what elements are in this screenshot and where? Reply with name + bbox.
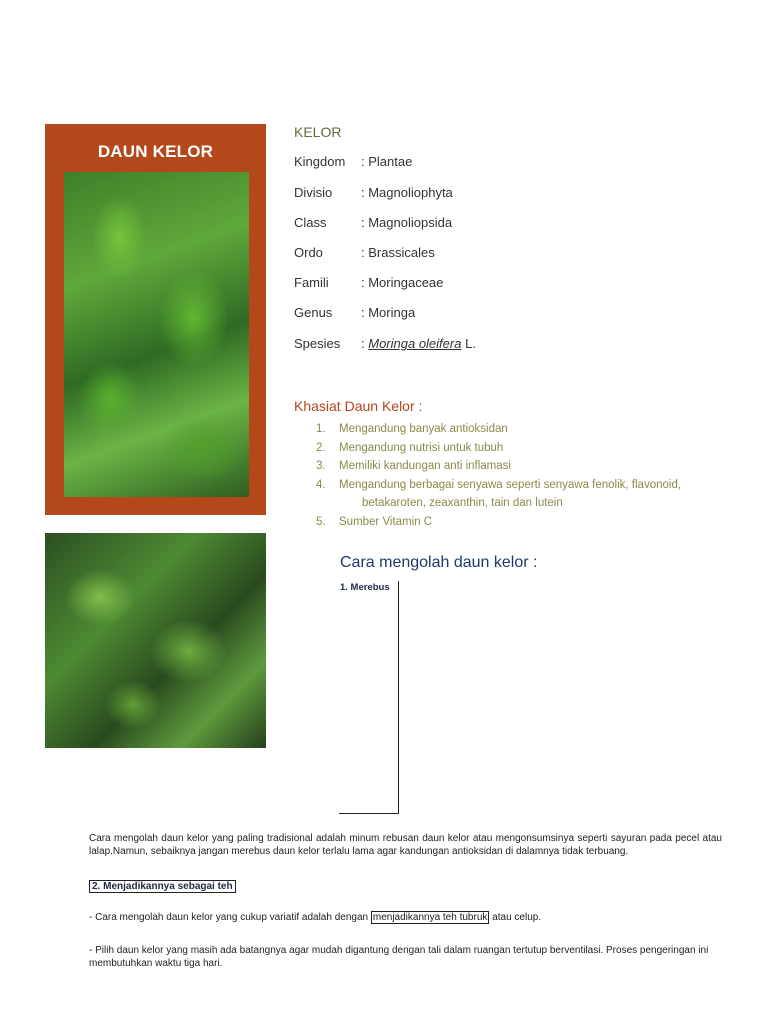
benefit-text: Memiliki kandungan anti inflamasi (339, 460, 511, 472)
benefit-item (316, 442, 503, 454)
benefit-text: Mengandung nutrisi untuk tubuh (339, 442, 504, 454)
taxonomy-row-class (294, 215, 452, 230)
species-scientific-name: Moringa oleifera (368, 336, 462, 351)
teh-tubruk-highlight: menjadikannya teh tubruk (372, 912, 488, 923)
benefit-number: 2. (316, 442, 326, 454)
moringa-leaves-photo (64, 172, 249, 497)
benefits-heading: Khasiat Daun Kelor : (294, 398, 423, 414)
taxonomy-value: : Magnoliopsida (361, 215, 453, 230)
benefit-text: Mengandung banyak antioksidan (339, 423, 508, 435)
benefit-item (316, 460, 511, 472)
taxonomy-value: : Brassicales (361, 245, 435, 260)
benefit-item (316, 516, 432, 528)
taxonomy-heading: KELOR (294, 124, 342, 140)
taxonomy-label: Spesies (294, 336, 341, 351)
cara-heading: Cara mengolah daun kelor : (340, 554, 538, 571)
taxonomy-value: : Plantae (361, 154, 413, 169)
benefit-number: 3. (316, 460, 326, 472)
taxonomy-label: Genus (294, 305, 333, 320)
moringa-branch-photo (45, 533, 266, 748)
benefit-number: 1. (316, 423, 326, 435)
benefit-item-continuation: betakaroten, zeaxanthin, tain dan lutein (362, 497, 563, 509)
taxonomy-row-spesies (294, 336, 476, 351)
step1-box (339, 581, 399, 814)
benefit-item (316, 479, 681, 491)
species-suffix: L. (461, 336, 476, 351)
step2-paragraph (89, 912, 541, 923)
benefit-item (316, 423, 508, 435)
taxonomy-row-kingdom (294, 154, 412, 169)
taxonomy-row-famili (294, 275, 443, 290)
poster-title: DAUN KELOR (97, 142, 214, 161)
taxonomy-label: Kingdom (294, 154, 346, 169)
benefit-number: 5. (316, 516, 326, 528)
taxonomy-row-genus (294, 305, 415, 320)
taxonomy-row-ordo (294, 245, 435, 260)
taxonomy-value (361, 336, 476, 351)
taxonomy-value: : Moringa (361, 305, 416, 320)
taxonomy-row-divisio (294, 185, 453, 200)
step2-text-after: atau celup. (489, 912, 542, 923)
benefit-text: Sumber Vitamin C (339, 516, 433, 528)
benefit-text: Mengandung berbagai senyawa seperti senyawa fenolik, flavonoid, (339, 479, 682, 491)
species-prefix: : (361, 336, 369, 351)
taxonomy-label: Divisio (294, 185, 333, 200)
taxonomy-value: : Magnoliophyta (361, 185, 453, 200)
poster-card (45, 124, 266, 515)
step2-text-before: - Cara mengolah daun kelor yang cukup variatif adalah dengan (89, 912, 371, 923)
benefit-number: 4. (316, 479, 326, 491)
drying-paragraph: - Pilih daun kelor yang masih ada batangnya agar mudah digantung dengan tali dalam ruangan tertutup berventilasi. Proses pengeringan ini membutuhkan waktu tiga hari. (89, 945, 709, 969)
taxonomy-label: Ordo (294, 245, 323, 260)
taxonomy-label: Class (294, 215, 327, 230)
step2-label: 2. Menjadikannya sebagai teh (89, 880, 236, 893)
taxonomy-label: Famili (294, 275, 329, 290)
step1-label: 1. Merebus (340, 582, 390, 593)
step1-paragraph: Cara mengolah daun kelor yang paling tradisional adalah minum rebusan daun kelor atau mengonsumsinya seperti sayuran pada pecel atau lalap.Namun, sebaiknya jangan merebus daun kelor terlalu lama agar kandungan antioksidan di dalamnya tidak terbuang. (89, 833, 722, 857)
taxonomy-value: : Moringaceae (361, 275, 444, 290)
